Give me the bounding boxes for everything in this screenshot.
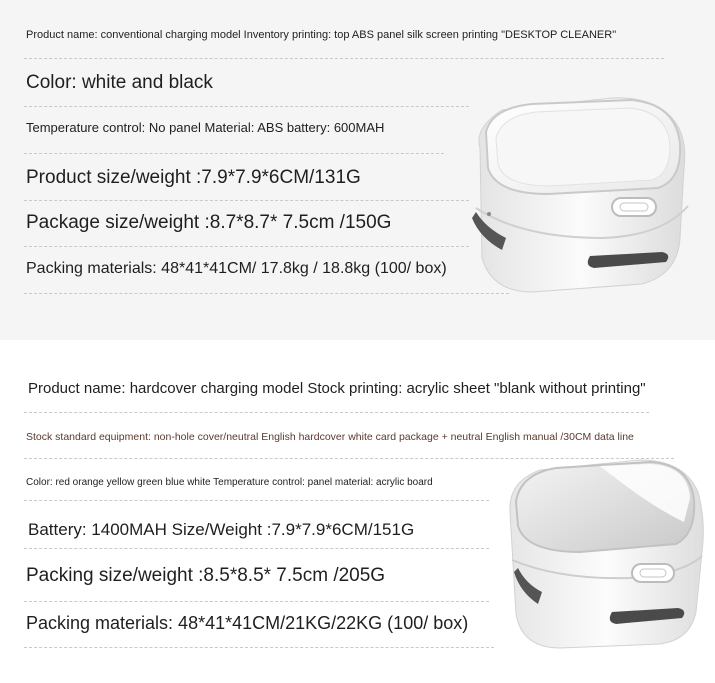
divider	[24, 647, 494, 648]
divider	[24, 548, 489, 549]
desktop-vacuum-acrylic-image	[500, 452, 710, 652]
divider	[24, 500, 489, 501]
divider	[24, 246, 469, 247]
spec-color: Color: white and black	[26, 72, 213, 93]
spec-color-material: Color: red orange yellow green blue white Temperature control: panel material: acrylic board	[26, 477, 433, 488]
divider	[24, 601, 489, 602]
spec-packing-size: Packing size/weight :8.5*8.5* 7.5cm /205G	[26, 565, 386, 586]
spec-standard-equipment: Stock standard equipment: non-hole cover/neutral English hardcover white card package + neutral English manual /30CM data line	[26, 431, 634, 443]
spec-temperature-material: Temperature control: No panel Material: ABS battery: 600MAH	[26, 120, 385, 135]
divider	[24, 153, 444, 154]
divider	[24, 412, 649, 413]
spec-packing-materials: Packing materials: 48*41*41CM/ 17.8kg / 18.8kg (100/ box)	[26, 260, 447, 277]
bottom-spec-panel	[0, 340, 715, 683]
divider	[24, 106, 469, 107]
divider	[24, 293, 509, 294]
spec-product-name: Product name: conventional charging model Inventory printing: top ABS panel silk screen printing "DESKTOP CLEANER"	[26, 29, 617, 41]
top-spec-panel	[0, 0, 715, 340]
spec-product-name: Product name: hardcover charging model Stock printing: acrylic sheet "blank without printing"	[28, 380, 646, 397]
spec-product-size: Product size/weight :7.9*7.9*6CM/131G	[26, 167, 361, 188]
spec-packing-materials: Packing materials: 48*41*41CM/21KG/22KG (100/ box)	[26, 613, 469, 633]
spec-package-size: Package size/weight :8.7*8.7* 7.5cm /150G	[26, 212, 392, 233]
spec-battery-size: Battery: 1400MAH Size/Weight :7.9*7.9*6CM/151G	[28, 520, 415, 539]
desktop-vacuum-white-image	[462, 88, 697, 298]
divider	[24, 58, 664, 59]
divider	[24, 200, 469, 201]
